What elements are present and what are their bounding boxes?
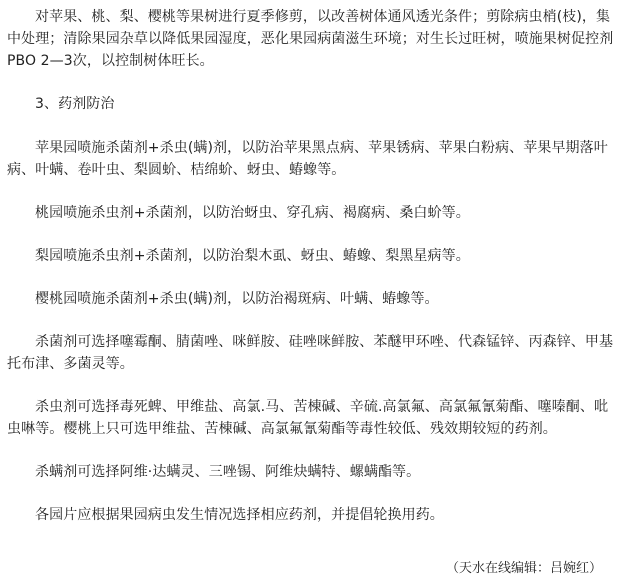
paragraph-apple-orchard: 苹果园喷施杀菌剂+杀虫(螨)剂，以防治苹果黑点病、苹果锈病、苹果白粉病、苹果早期落叶病、叶螨、卷叶虫、梨圆蚧、桔绵蚧、蚜虫、蝽蟓等。 — [7, 140, 608, 178]
paragraph-rotation-advice: 各园片应根据果园病虫发生情况选择相应药剂，并提倡轮换用药。 — [35, 507, 444, 523]
editor-credit: （天水在线编辑：吕婉红） — [445, 561, 602, 576]
paragraph-summer-pruning: 对苹果、桃、梨、樱桃等果树进行夏季修剪，以改善树体通风透光条件；剪除病虫梢(枝)，集中处理；清除果园杂草以降低果园湿度，恶化果园病菌滋生环境；对生长过旺树，喷施果树促控剂PBO 2—3次，以控制树体旺长。 — [7, 9, 614, 69]
paragraph-cherry-orchard: 樱桃园喷施杀菌剂+杀虫(螨)剂，以防治褐斑病、叶螨、蝽蟓等。 — [35, 291, 439, 307]
section-heading-pesticide-control: 3、药剂防治 — [35, 96, 115, 112]
paragraph-fungicides: 杀菌剂可选择噻霉酮、腈菌唑、咪鲜胺、硅唑咪鲜胺、苯醚甲环唑、代森锰锌、丙森锌、甲基托布津、多菌灵等。 — [7, 334, 614, 372]
paragraph-pear-orchard: 梨园喷施杀虫剂+杀菌剂，以防治梨木虱、蚜虫、蝽蟓、梨黑星病等。 — [35, 248, 470, 264]
paragraph-peach-orchard: 桃园喷施杀虫剂+杀菌剂，以防治蚜虫、穿孔病、褐腐病、桑白蚧等。 — [35, 205, 470, 221]
paragraph-insecticides: 杀虫剂可选择毒死蜱、甲维盐、高氯.马、苦棟碱、辛硫.高氯氟、高氯氟氰菊酯、噻嗪酮、吡虫啉等。樱桃上只可选甲维盐、苦棟碱、高氯氟氰菊酯等毒性较低、残效期较短的药剂。 — [7, 399, 609, 437]
paragraph-acaricides: 杀螨剂可选择阿维·达螨灵、三唑锡、阿维炔螨特、螺螨酯等。 — [35, 464, 421, 480]
